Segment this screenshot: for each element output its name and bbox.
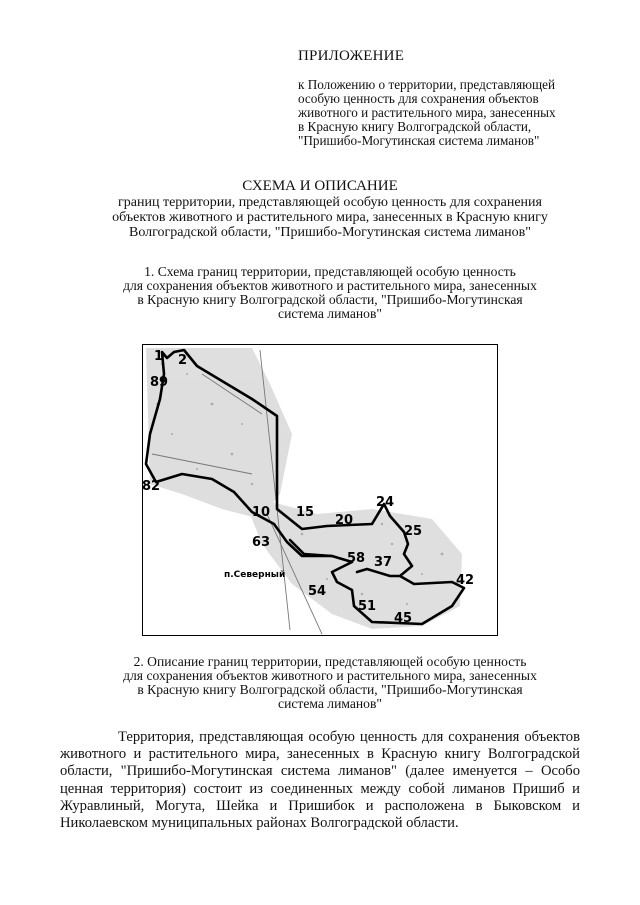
point-label-1: 1 bbox=[154, 349, 164, 364]
subtitle-line: Волгоградской области, "Пришибо-Могутинская система лиманов" bbox=[129, 225, 531, 240]
appendix-line: животного и растительного мира, занесенных bbox=[298, 105, 556, 120]
appendix-line: к Положению о территории, представляющей bbox=[298, 77, 556, 92]
point-label-58: 58 bbox=[347, 551, 366, 566]
point-label-51: 51 bbox=[358, 599, 377, 614]
point-label-15: 15 bbox=[296, 505, 315, 520]
point-label-25: 25 bbox=[404, 524, 423, 539]
appendix-line: в Красную книгу Волгоградской области, bbox=[298, 119, 532, 134]
point-label-10: 10 bbox=[252, 505, 271, 520]
section2-line: система лиманов" bbox=[278, 696, 382, 711]
point-label-45: 45 bbox=[394, 611, 413, 626]
section2-heading bbox=[60, 655, 600, 711]
section1-line: 1. Схема границ территории, представляющей особую ценность bbox=[144, 264, 516, 279]
point-label-37: 37 bbox=[374, 555, 393, 570]
document-title: СХЕМА И ОПИСАНИЕ bbox=[242, 178, 398, 194]
section1-heading bbox=[60, 265, 600, 321]
appendix-title: ПРИЛОЖЕНИЕ bbox=[298, 48, 405, 64]
point-label-20: 20 bbox=[335, 513, 354, 528]
settlement-label: п.Северный bbox=[224, 570, 286, 580]
section2-line: для сохранения объектов животного и растительного мира, занесенных bbox=[123, 668, 537, 683]
point-label-54: 54 bbox=[308, 584, 327, 599]
description-body bbox=[60, 729, 580, 832]
section1-line: в Красную книгу Волгоградской области, "Пришибо-Могутинская bbox=[137, 292, 523, 307]
section1-line: для сохранения объектов животного и растительного мира, занесенных bbox=[123, 278, 537, 293]
document-subtitle bbox=[60, 195, 600, 240]
description-paragraph: Территория, представляющая особую ценность для сохранения объектов животного и растительного мира, занесенных в Красную книгу Волгоградской области, "Пришибо-Могутинская система лиманов" (далее именуется – Особо ценная территория) состоит из соединенных между собой лиманов Пришиб и Журавлиный, Могута, Шейка и Пришибок и расположена в Быковском и Николаевском муниципальных районах Волгоградской области. bbox=[60, 729, 580, 832]
appendix-subtitle bbox=[298, 78, 598, 148]
point-label-63: 63 bbox=[252, 535, 271, 550]
section1-line: система лиманов" bbox=[278, 306, 382, 321]
section2-line: в Красную книгу Волгоградской области, "Пришибо-Могутинская bbox=[137, 682, 523, 697]
subtitle-line: объектов животного и растительного мира, занесенных в Красную книгу bbox=[112, 210, 548, 225]
point-label-89: 89 bbox=[150, 375, 169, 390]
appendix-line: "Пришибо-Могутинская система лиманов" bbox=[298, 133, 540, 148]
subtitle-line: границ территории, представляющей особую ценность для сохранения bbox=[118, 195, 542, 210]
point-label-24: 24 bbox=[376, 495, 395, 510]
appendix-line: особую ценность для сохранения объектов bbox=[298, 91, 539, 106]
section2-line: 2. Описание границ территории, представляющей особую ценность bbox=[133, 654, 527, 669]
point-label-2: 2 bbox=[178, 353, 188, 368]
point-label-82: 82 bbox=[142, 479, 161, 494]
point-label-42: 42 bbox=[456, 573, 475, 588]
boundary-map bbox=[142, 344, 498, 636]
boundary-map-svg bbox=[142, 344, 498, 636]
